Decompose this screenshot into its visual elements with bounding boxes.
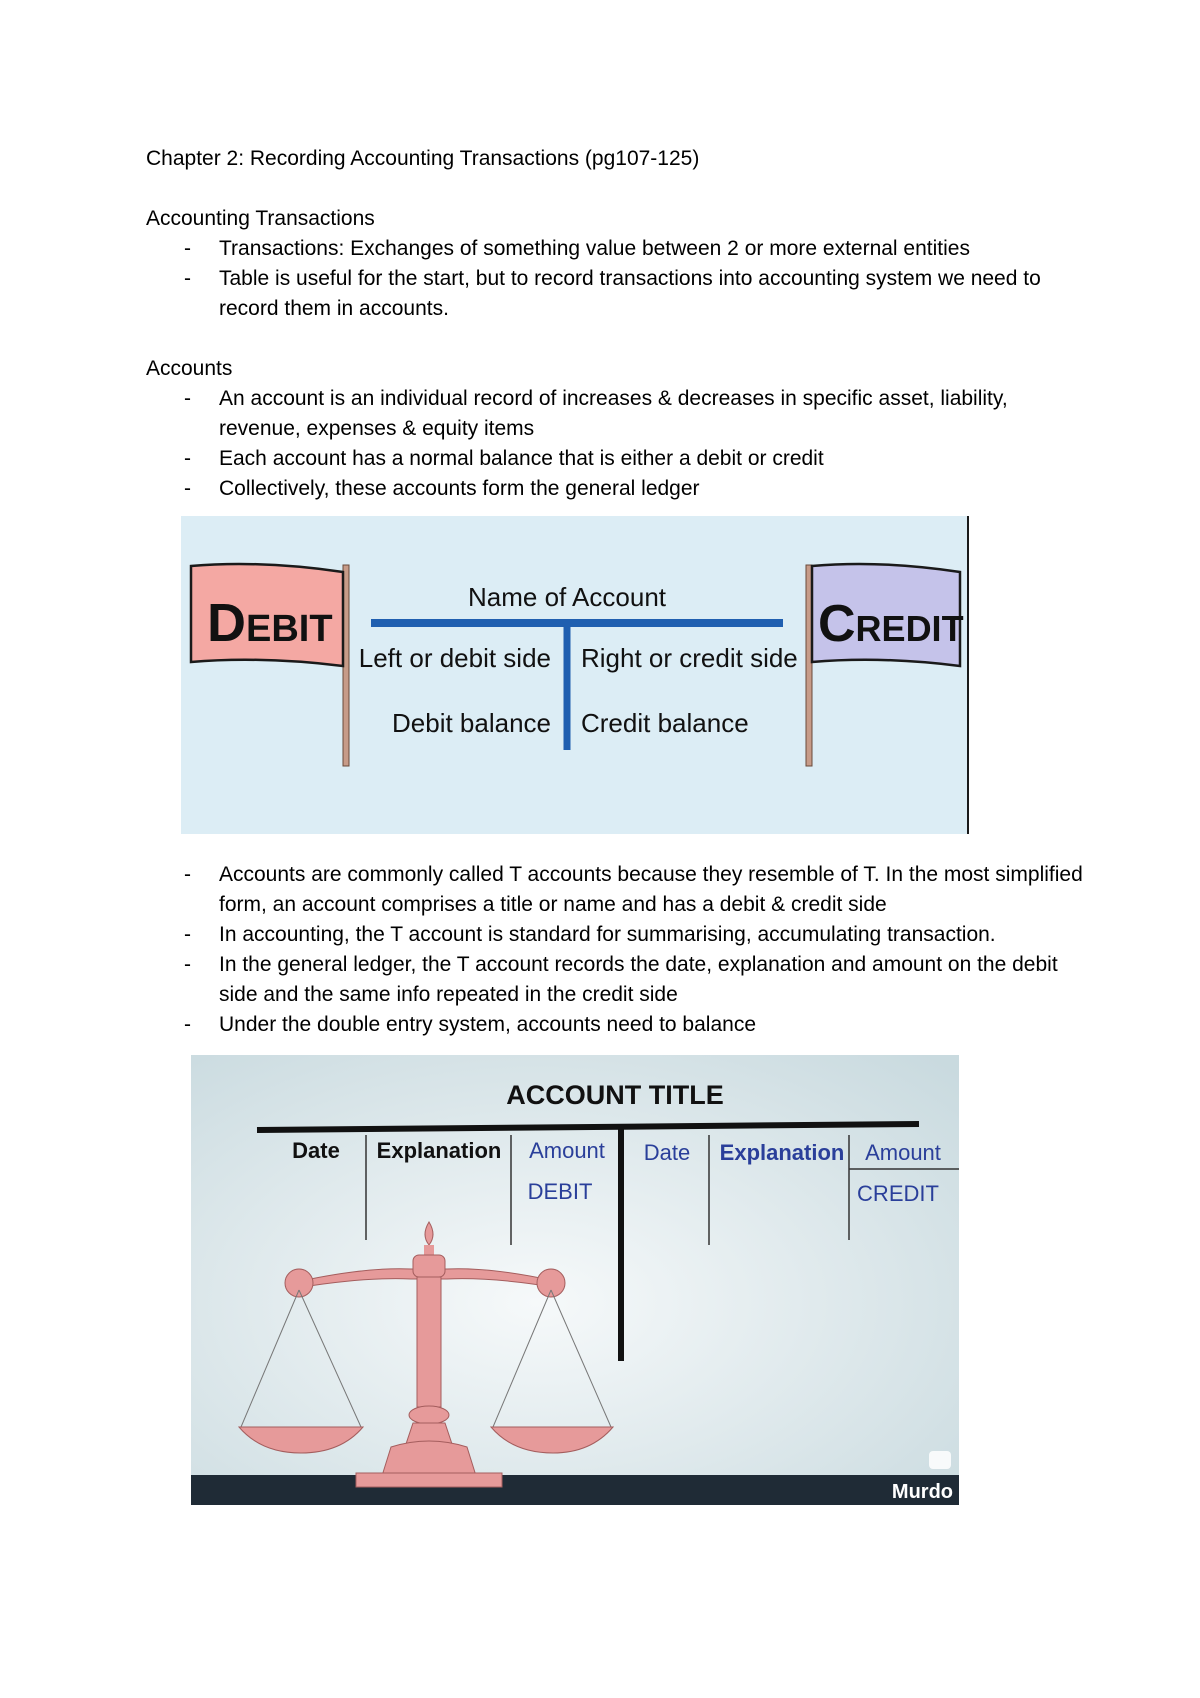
debit-explanation-header: Explanation bbox=[376, 1138, 502, 1163]
debit-balance-label: Debit balance bbox=[392, 708, 551, 738]
list-item: - Under the double entry system, accounts need to balance bbox=[146, 1010, 1086, 1040]
dash-marker: - bbox=[184, 477, 191, 500]
dash-marker: - bbox=[184, 267, 191, 290]
list-item: - Each account has a normal balance that is either a debit or credit bbox=[146, 444, 1086, 474]
account-title: ACCOUNT TITLE bbox=[506, 1080, 724, 1110]
section-heading-transactions: Accounting Transactions bbox=[146, 207, 375, 230]
debit-date-header: Date bbox=[292, 1138, 340, 1163]
credit-label: CREDIT bbox=[857, 1181, 939, 1206]
list-item: - In the general ledger, the T account records the date, explanation and amount on the debit side and the same info repeated in the credit side bbox=[146, 950, 1086, 1010]
list-item: - Transactions: Exchanges of something value between 2 or more external entities bbox=[146, 234, 1086, 264]
section-heading-accounts: Accounts bbox=[146, 357, 233, 380]
list-item: - Table is useful for the start, but to record transactions into accounting system we need to record them in accounts. bbox=[146, 264, 1086, 324]
document-body-continued bbox=[146, 860, 1086, 1040]
dash-marker: - bbox=[184, 447, 191, 470]
list-item: - Accounts are commonly called T accounts because they resemble of T. In the most simplified form, an account comprises a title or name and has a debit & credit side bbox=[146, 860, 1086, 920]
bullet-list-accounts bbox=[146, 384, 1086, 504]
credit-amount-header: Amount bbox=[865, 1140, 941, 1165]
dash-marker: - bbox=[184, 863, 191, 886]
right-side-label: Right or credit side bbox=[581, 643, 798, 673]
dash-marker: - bbox=[184, 923, 191, 946]
footer-bar bbox=[191, 1475, 959, 1505]
list-item: - Collectively, these accounts form the general ledger bbox=[146, 474, 1086, 504]
account-name: Name of Account bbox=[468, 582, 666, 612]
left-side-label: Left or debit side bbox=[358, 643, 551, 673]
watermark-text: Murdo bbox=[891, 1481, 953, 1503]
t-account-figure bbox=[181, 516, 970, 834]
list-item: - An account is an individual record of increases & decreases in specific asset, liability, revenue, expenses & equity items bbox=[146, 384, 1086, 444]
document-body bbox=[146, 144, 1086, 504]
debit-flag-label: Debit bbox=[207, 593, 333, 653]
bullet-list-transactions bbox=[146, 234, 1086, 324]
dash-marker: - bbox=[184, 953, 191, 976]
dash-marker: - bbox=[184, 387, 191, 410]
dash-marker: - bbox=[184, 1013, 191, 1036]
credit-explanation-header: Explanation bbox=[719, 1140, 845, 1165]
list-item: - In accounting, the T account is standard for summarising, accumulating transaction. bbox=[146, 920, 1086, 950]
credit-date-header: Date bbox=[643, 1140, 691, 1165]
ledger-figure bbox=[191, 1055, 959, 1505]
credit-balance-label: Credit balance bbox=[581, 708, 749, 738]
dash-marker: - bbox=[184, 237, 191, 260]
bullet-list-t-accounts bbox=[146, 860, 1086, 1040]
credit-flag-label: Credit bbox=[818, 595, 964, 653]
debit-label: DEBIT bbox=[527, 1179, 593, 1204]
debit-amount-header: Amount bbox=[529, 1138, 605, 1163]
page-title: Chapter 2: Recording Accounting Transactions (pg107-125) bbox=[146, 147, 700, 170]
